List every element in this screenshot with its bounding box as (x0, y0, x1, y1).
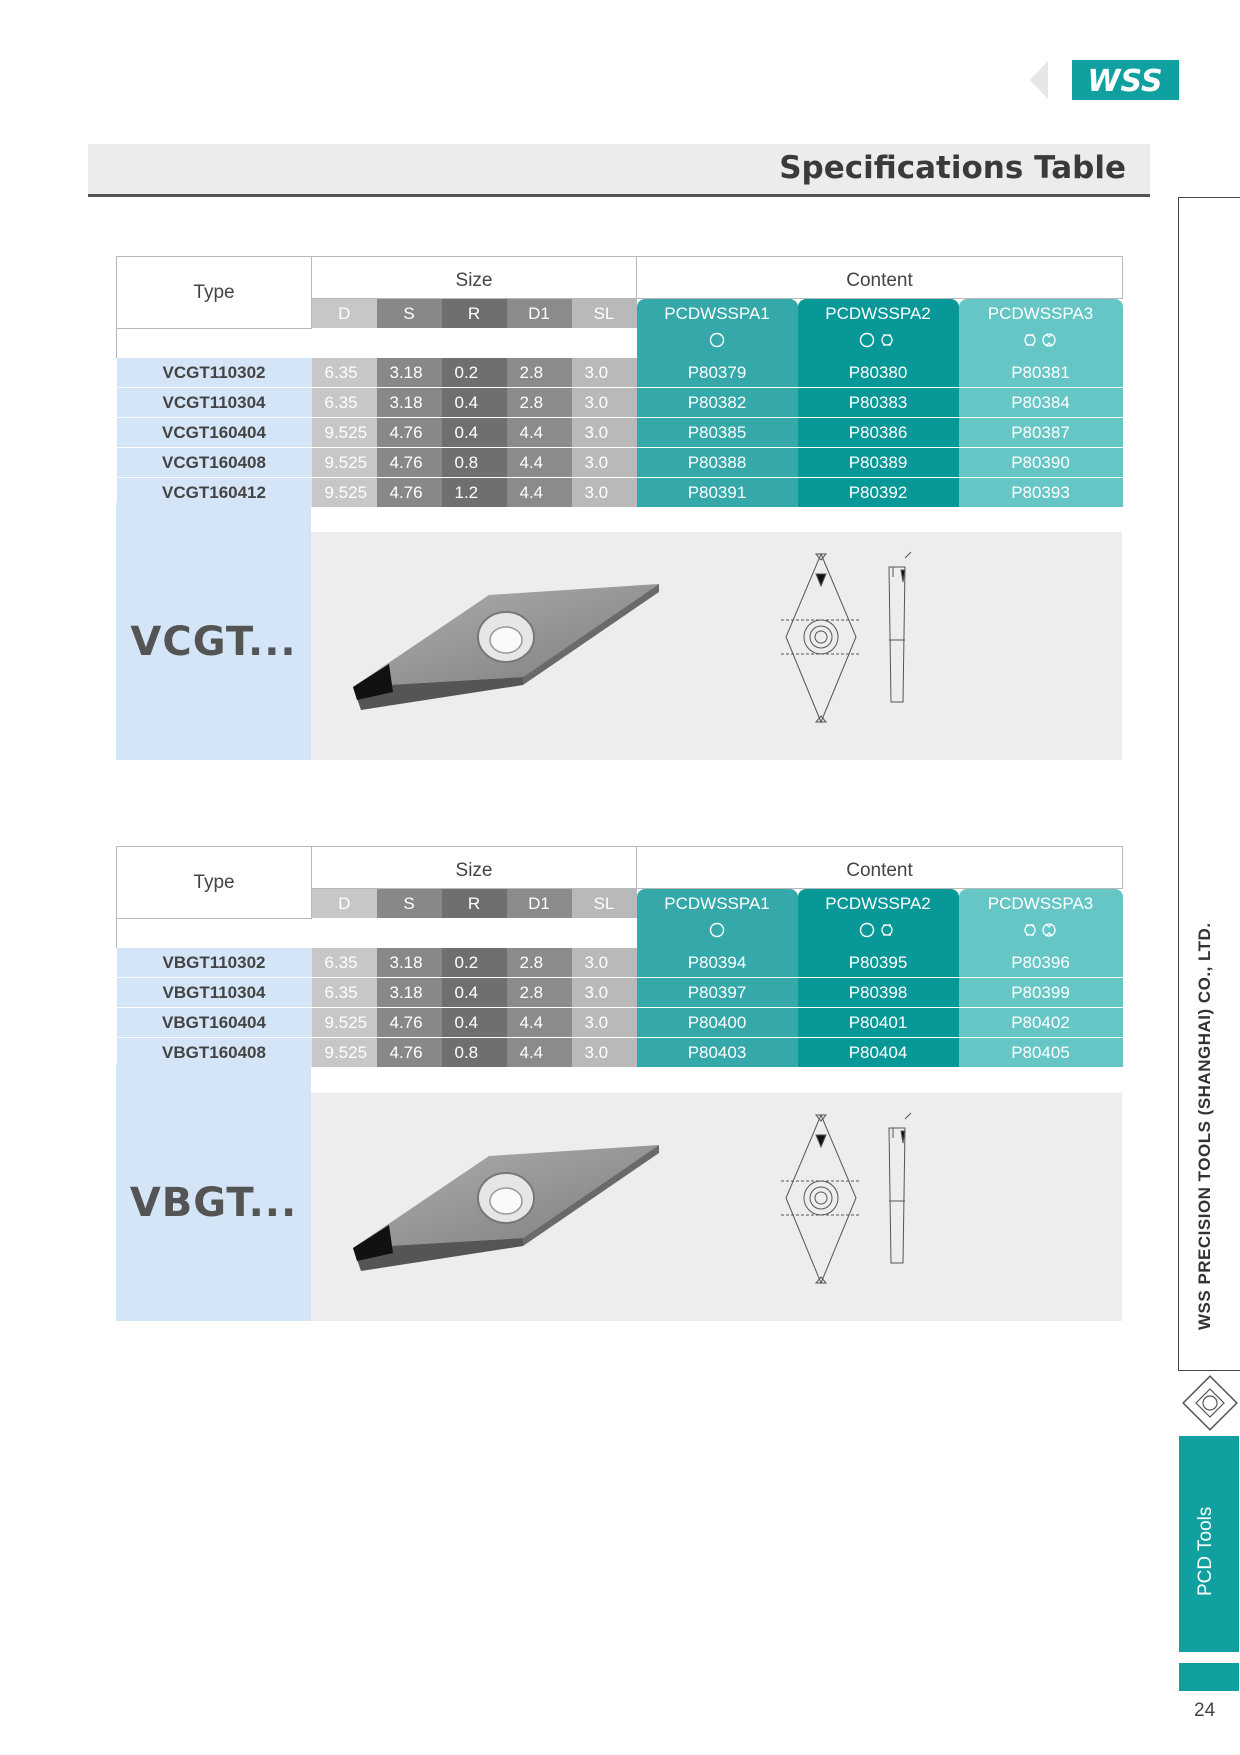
section-tab[interactable] (1179, 1436, 1239, 1652)
size-cell: 3.18 (377, 948, 442, 978)
type-cell: VCGT160404 (117, 417, 312, 447)
header-bar (88, 144, 1150, 197)
size-cell: 6.35 (312, 977, 377, 1007)
series-label-panel (116, 503, 311, 760)
content-col-header: PCDWSSPA2 (798, 889, 959, 919)
size-col-header: SL (572, 889, 637, 919)
size-col-header: D1 (507, 889, 572, 919)
gear-pair-icon (959, 328, 1123, 358)
size-header: Size (312, 257, 637, 299)
section-marker (1179, 1663, 1239, 1691)
size-cell: 3.0 (572, 387, 637, 417)
size-cell: 0.8 (442, 1037, 507, 1067)
size-cell: 9.525 (312, 417, 377, 447)
logo-text: WSS (1087, 64, 1163, 99)
table-row (117, 417, 1123, 447)
size-cell: 4.4 (507, 447, 572, 477)
size-cell: 4.76 (377, 477, 442, 507)
size-cell: 3.0 (572, 447, 637, 477)
insert-drawing (311, 1093, 1122, 1321)
size-cell: 4.4 (507, 477, 572, 507)
product-code-cell: P80397 (637, 977, 798, 1007)
series-label-panel (116, 1064, 311, 1321)
product-image-block (116, 1064, 1122, 1321)
size-cell: 2.8 (507, 977, 572, 1007)
content-header: Content (637, 847, 1123, 889)
size-col-header: S (377, 889, 442, 919)
product-code-cell: P80382 (637, 387, 798, 417)
size-cell: 3.0 (572, 948, 637, 978)
product-code-cell: P80379 (637, 358, 798, 388)
product-code-cell: P80395 (798, 948, 959, 978)
size-cell: 3.0 (572, 417, 637, 447)
product-code-cell: P80396 (959, 948, 1123, 978)
size-cell: 0.4 (442, 977, 507, 1007)
size-cell: 2.8 (507, 948, 572, 978)
size-cell: 0.4 (442, 417, 507, 447)
type-cell: VCGT160412 (117, 477, 312, 507)
product-code-cell: P80381 (959, 358, 1123, 388)
gear-pair-icon (959, 918, 1123, 948)
size-cell: 0.2 (442, 948, 507, 978)
size-col-header: SL (572, 299, 637, 329)
type-cell: VBGT160408 (117, 1037, 312, 1067)
size-cell: 4.4 (507, 1037, 572, 1067)
size-header: Size (312, 847, 637, 889)
product-code-cell: P80398 (798, 977, 959, 1007)
product-code-cell: P80385 (637, 417, 798, 447)
size-cell: 4.76 (377, 1037, 442, 1067)
insert-side-view-icon (889, 552, 911, 702)
table-row (117, 1037, 1123, 1067)
blank-row (117, 328, 637, 358)
product-code-cell: P80394 (637, 948, 798, 978)
product-code-cell: P80392 (798, 477, 959, 507)
product-code-cell: P80402 (959, 1007, 1123, 1037)
product-code-cell: P80390 (959, 447, 1123, 477)
content-col-header: PCDWSSPA1 (637, 299, 798, 329)
content-header: Content (637, 257, 1123, 299)
logo-arrow-icon (1030, 61, 1048, 99)
circle-icon (637, 918, 798, 948)
size-col-header: S (377, 299, 442, 329)
size-cell: 0.4 (442, 1007, 507, 1037)
series-label: VCGT... (130, 619, 297, 665)
section-tab-label: PCD Tools (1195, 1506, 1216, 1596)
product-code-cell: P80383 (798, 387, 959, 417)
series-label: VBGT... (129, 1180, 298, 1226)
size-cell: 3.18 (377, 387, 442, 417)
size-cell: 3.0 (572, 977, 637, 1007)
size-col-header: R (442, 299, 507, 329)
content-col-header: PCDWSSPA3 (959, 889, 1123, 919)
product-illustration-panel (311, 532, 1122, 760)
type-header: Type (117, 847, 312, 919)
content-col-header: PCDWSSPA2 (798, 299, 959, 329)
product-code-cell: P80388 (637, 447, 798, 477)
page-title: Specifications Table (779, 150, 1126, 186)
type-cell: VBGT110304 (117, 977, 312, 1007)
content-col-header: PCDWSSPA3 (959, 299, 1123, 329)
product-code-cell: P80391 (637, 477, 798, 507)
insert-3d-icon (353, 1145, 659, 1271)
size-cell: 6.35 (312, 358, 377, 388)
blank-row (117, 918, 637, 948)
type-cell: VBGT110302 (117, 948, 312, 978)
product-code-cell: P80404 (798, 1037, 959, 1067)
size-cell: 4.76 (377, 447, 442, 477)
size-cell: 4.76 (377, 1007, 442, 1037)
table-row (117, 358, 1123, 388)
size-col-header: D (312, 299, 377, 329)
circle-and-gear-icon (798, 328, 959, 358)
size-cell: 0.8 (442, 447, 507, 477)
product-code-cell: P80393 (959, 477, 1123, 507)
type-cell: VCGT160408 (117, 447, 312, 477)
insert-side-view-icon (889, 1113, 911, 1263)
size-cell: 3.18 (377, 358, 442, 388)
table-row (117, 948, 1123, 978)
product-code-cell: P80401 (798, 1007, 959, 1037)
type-header: Type (117, 257, 312, 329)
size-col-header: R (442, 889, 507, 919)
size-cell: 6.35 (312, 948, 377, 978)
product-code-cell: P80403 (637, 1037, 798, 1067)
table-row (117, 447, 1123, 477)
insert-3d-icon (353, 584, 659, 710)
type-cell: VCGT110304 (117, 387, 312, 417)
spec-table (116, 256, 1123, 508)
size-cell: 3.0 (572, 477, 637, 507)
table-row (117, 387, 1123, 417)
size-cell: 4.76 (377, 417, 442, 447)
wss-logo (1030, 58, 1180, 107)
size-cell: 6.35 (312, 387, 377, 417)
spec-table (116, 846, 1123, 1068)
insert-top-view-icon (781, 1115, 861, 1283)
page-number: 24 (1194, 1700, 1216, 1721)
size-cell: 3.18 (377, 977, 442, 1007)
table-row (117, 1007, 1123, 1037)
product-code-cell: P80389 (798, 447, 959, 477)
size-cell: 3.0 (572, 358, 637, 388)
product-code-cell: P80399 (959, 977, 1123, 1007)
insert-drawing (311, 532, 1122, 760)
size-col-header: D (312, 889, 377, 919)
company-name: WSS PRECISION TOOLS (SHANGHAI) CO., LTD. (1195, 922, 1214, 1330)
diamond-insert-icon (1182, 1375, 1238, 1436)
insert-top-view-icon (781, 554, 861, 722)
product-code-cell: P80405 (959, 1037, 1123, 1067)
type-cell: VBGT160404 (117, 1007, 312, 1037)
product-code-cell: P80384 (959, 387, 1123, 417)
size-cell: 1.2 (442, 477, 507, 507)
circle-and-gear-icon (798, 918, 959, 948)
product-code-cell: P80386 (798, 417, 959, 447)
type-cell: VCGT110302 (117, 358, 312, 388)
size-col-header: D1 (507, 299, 572, 329)
size-cell: 4.4 (507, 1007, 572, 1037)
circle-icon (637, 328, 798, 358)
size-cell: 9.525 (312, 1037, 377, 1067)
product-code-cell: P80380 (798, 358, 959, 388)
product-image-block (116, 503, 1122, 760)
size-cell: 2.8 (507, 358, 572, 388)
size-cell: 4.4 (507, 417, 572, 447)
product-code-cell: P80387 (959, 417, 1123, 447)
product-illustration-panel (311, 1093, 1122, 1321)
size-cell: 0.4 (442, 387, 507, 417)
size-cell: 3.0 (572, 1007, 637, 1037)
table-row (117, 977, 1123, 1007)
product-code-cell: P80400 (637, 1007, 798, 1037)
size-cell: 3.0 (572, 1037, 637, 1067)
size-cell: 9.525 (312, 1007, 377, 1037)
size-cell: 0.2 (442, 358, 507, 388)
size-cell: 2.8 (507, 387, 572, 417)
content-col-header: PCDWSSPA1 (637, 889, 798, 919)
size-cell: 9.525 (312, 447, 377, 477)
size-cell: 9.525 (312, 477, 377, 507)
